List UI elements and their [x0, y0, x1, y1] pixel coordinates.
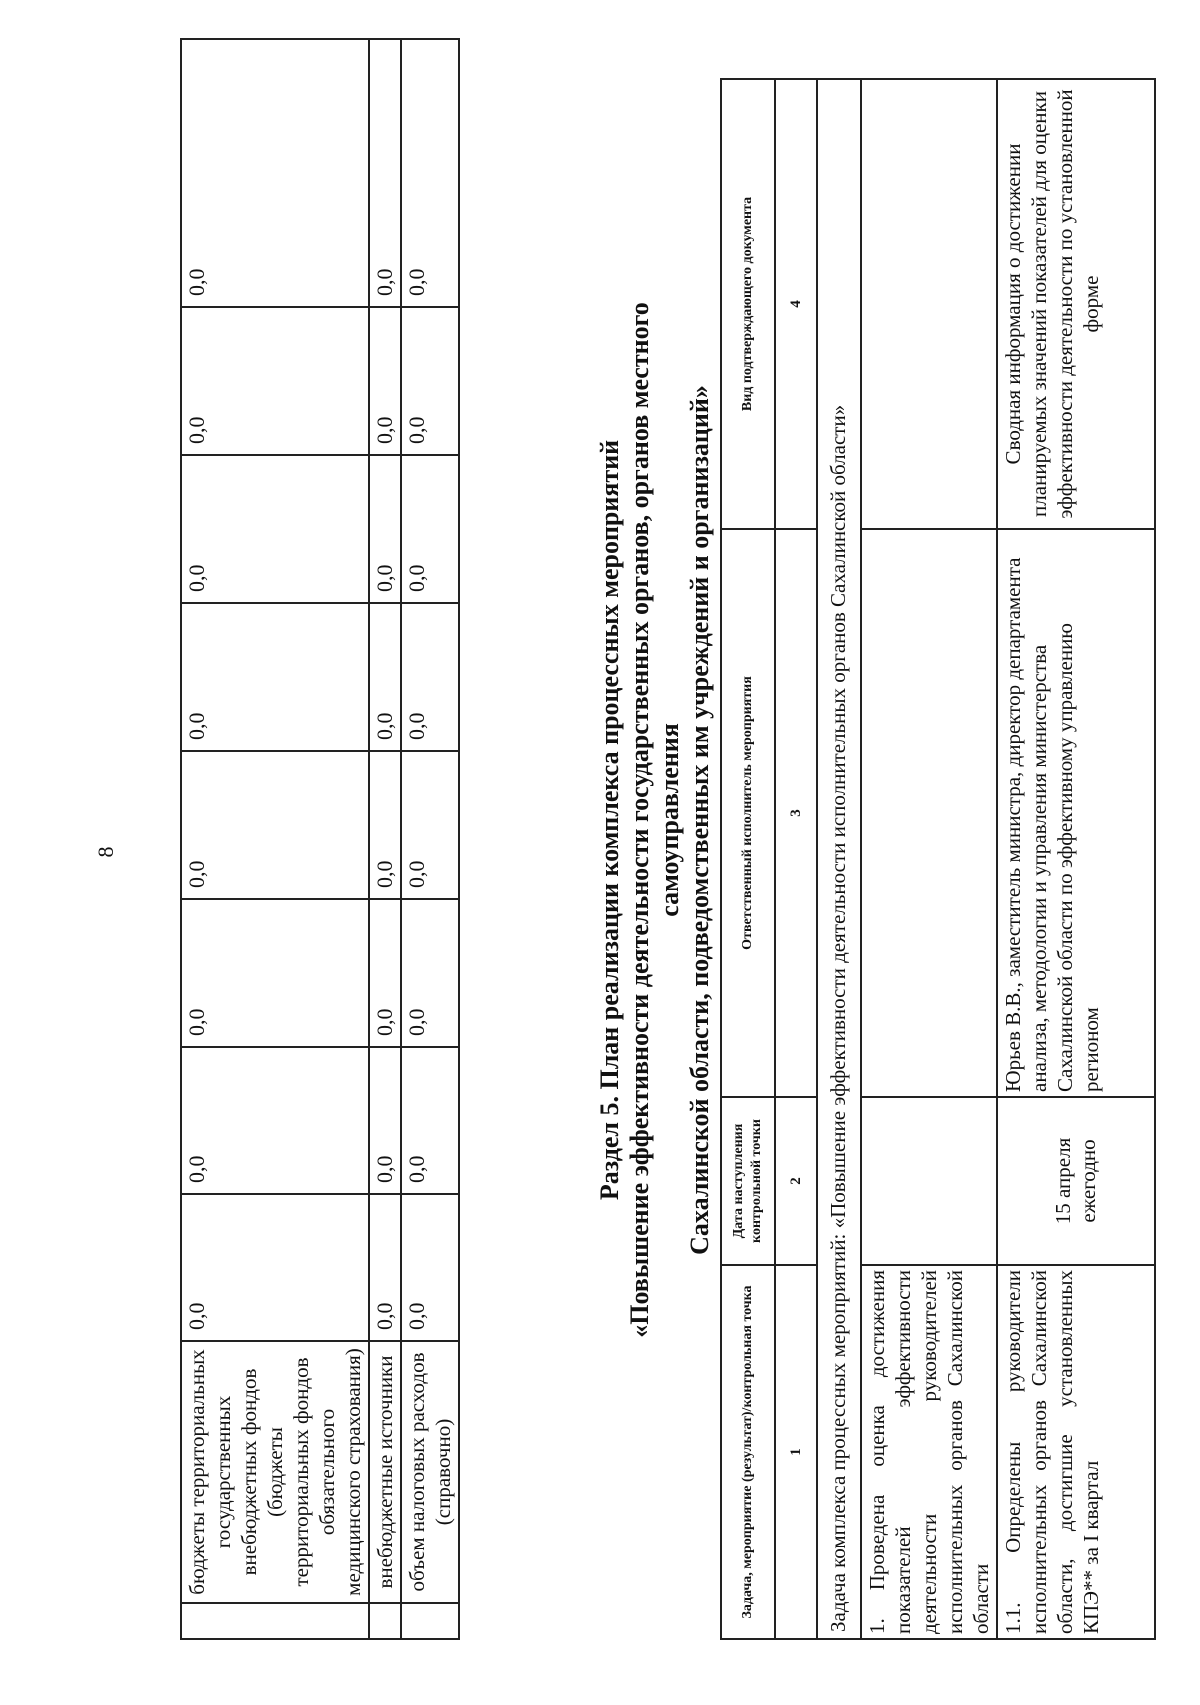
- section-title: Раздел 5. План реализации комплекса процессных мероприятий: [595, 439, 624, 1201]
- budget-value: 0,0: [401, 751, 459, 899]
- budget-row-blank: [369, 1603, 401, 1639]
- plan-column-numbers: [775, 79, 817, 1639]
- plan-row-task: 1.1. Определены руководители исполнительных органов Сахалинской области, достигшие установленных КПЭ** за I квартал: [997, 1265, 1155, 1639]
- budget-value: 0,0: [369, 455, 401, 603]
- budget-value: 0,0: [369, 1194, 401, 1341]
- budget-row-label: внебюджетные источники: [369, 1341, 401, 1603]
- budget-value: 0,0: [181, 751, 369, 899]
- budget-value: 0,0: [181, 1194, 369, 1341]
- budget-value: 0,0: [181, 603, 369, 751]
- plan-row-document: [861, 79, 997, 529]
- plan-task-row: [817, 79, 861, 1639]
- column-number: 4: [775, 79, 817, 529]
- task-line: Задача комплекса процессных мероприятий: «Повышение эффективности деятельности исполнительных органов Сахалинской области»: [817, 79, 861, 1639]
- section-subtitle-line2: Сахалинской области, подведомственных им учреждений и организаций»: [685, 385, 714, 1255]
- budget-value: 0,0: [369, 39, 401, 307]
- header-executor: Ответственный исполнитель мероприятия: [721, 529, 775, 1097]
- budget-table: [180, 38, 460, 1640]
- plan-row-date: 15 апреля ежегодно: [997, 1097, 1155, 1265]
- budget-value: 0,0: [181, 39, 369, 307]
- budget-value: 0,0: [181, 899, 369, 1047]
- plan-row-executor: [861, 529, 997, 1097]
- column-number: 2: [775, 1097, 817, 1265]
- plan-row-1-1: [997, 79, 1155, 1639]
- budget-value: 0,0: [401, 1194, 459, 1341]
- budget-row-label: объем налоговых расходов (справочно): [401, 1341, 459, 1603]
- budget-value: 0,0: [401, 307, 459, 455]
- landscape-sheet: [120, 80, 1130, 1640]
- budget-value: 0,0: [401, 603, 459, 751]
- budget-value: 0,0: [181, 1047, 369, 1194]
- section-heading: [595, 260, 715, 1380]
- budget-row-territorial-funds: [181, 39, 369, 1639]
- header-date: Дата наступления контрольной точки: [721, 1097, 775, 1265]
- plan-row-task: 1. Проведена оценка достижения показателей эффективности деятельности руководителей исполнительных органов Сахалинской области: [861, 1265, 997, 1639]
- plan-row-document: Сводная информация о достижении планируемых значений показателей для оценки эффективности деятельности по установленной форме: [997, 79, 1155, 529]
- budget-row-blank: [181, 1603, 369, 1639]
- budget-row-extrabudgetary: [369, 39, 401, 1639]
- section-subtitle-line1: «Повышение эффективности деятельности государственных органов, органов местного самоуправления: [625, 302, 684, 1338]
- budget-value: 0,0: [181, 455, 369, 603]
- budget-value: 0,0: [369, 603, 401, 751]
- plan-row-executor: Юрьев В.В., заместитель министра, директор департамента анализа, методологии и управления министерства Сахалинской области по эффективному управлению регионом: [997, 529, 1155, 1097]
- budget-row-tax-expenses: [401, 39, 459, 1639]
- plan-header-row: [721, 79, 775, 1639]
- budget-value: 0,0: [369, 899, 401, 1047]
- column-number: 3: [775, 529, 817, 1097]
- budget-row-label: бюджеты территориальных государственных внебюджетных фондов (бюджеты территориальных фондов обязательного медицинского страхования): [181, 1341, 369, 1603]
- column-number: 1: [775, 1265, 817, 1639]
- budget-value: 0,0: [401, 455, 459, 603]
- plan-row-date: [861, 1097, 997, 1265]
- budget-value: 0,0: [181, 307, 369, 455]
- plan-row-1: [861, 79, 997, 1639]
- header-task: Задача, мероприятие (результат)/контрольная точка: [721, 1265, 775, 1639]
- budget-value: 0,0: [401, 899, 459, 1047]
- plan-table: [720, 78, 1156, 1640]
- budget-value: 0,0: [401, 1047, 459, 1194]
- budget-value: 0,0: [401, 39, 459, 307]
- page-number: 8: [93, 846, 118, 858]
- header-document: Вид подтверждающего документа: [721, 79, 775, 529]
- budget-value: 0,0: [369, 1047, 401, 1194]
- budget-value: 0,0: [369, 307, 401, 455]
- budget-value: 0,0: [369, 751, 401, 899]
- budget-row-blank: [401, 1603, 459, 1639]
